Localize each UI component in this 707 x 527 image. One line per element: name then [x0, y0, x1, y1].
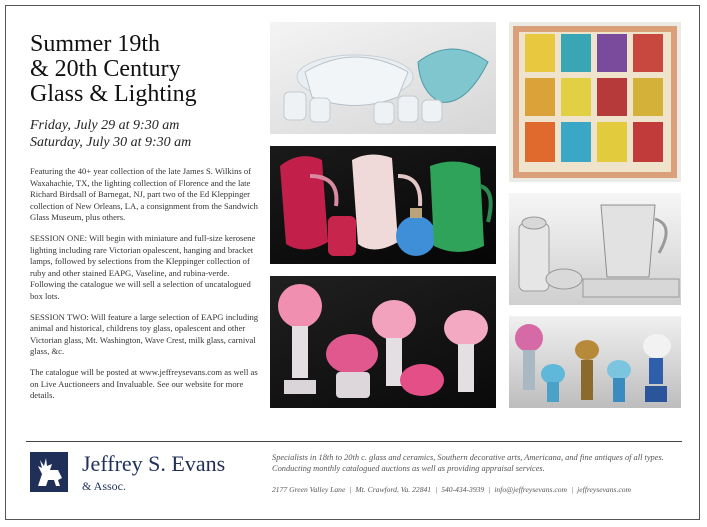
- date-friday: Friday, July 29 at 9:30 am: [30, 118, 180, 133]
- contact-email[interactable]: info@jeffreysevans.com: [494, 485, 568, 494]
- title-line-2: & 20th Century: [30, 56, 181, 82]
- auction-dates: [30, 117, 260, 151]
- separator: |: [571, 485, 574, 494]
- separator: |: [488, 485, 491, 494]
- colored-tumblers-box-photo: [509, 22, 681, 182]
- contact-line: [272, 485, 692, 494]
- footer-divider: [26, 441, 682, 442]
- contact-website[interactable]: jeffreysevans.com: [577, 485, 632, 494]
- separator: |: [349, 485, 352, 494]
- clear-pressed-glass-photo: [509, 193, 681, 305]
- company-tagline: Specialists in 18th to 20th c. glass and ceramics, Southern decorative arts, Americana, and fine antiques of all types. Conducting monthly catalogued auctions as well as providing appraisal services.: [272, 453, 664, 473]
- deer-logo-icon: [30, 452, 68, 492]
- contact-phone[interactable]: 540-434-3939: [441, 485, 485, 494]
- company-name: Jeffrey S. Evans: [82, 451, 226, 476]
- separator: |: [435, 485, 438, 494]
- opalescent-glass-photo: [270, 22, 496, 134]
- miniature-lamps-photo: [509, 316, 681, 408]
- title-line-1: Summer 19th: [30, 31, 160, 57]
- contact-address: 2177 Green Valley Lane: [272, 485, 346, 494]
- company-suffix: & Assoc.: [82, 479, 127, 493]
- title-line-3: Glass & Lighting: [30, 81, 197, 107]
- session-one-paragraph: SESSION ONE: Will begin with miniature and full-size kerosene lighting including rare Victorian opalescent, hanging and bracket lamps, followed by selections from the Kleppinger collection of ruby and other stained EAPG, Vaseline, and rubina-verde. Following the catalogue we will sell a selection of uncatalogued box lots.: [30, 232, 256, 301]
- page-title: [30, 32, 260, 107]
- catalogue-paragraph: The catalogue will be posted at www.jeffreysevans.com as well as on Live Auctioneers and Invaluable. See our website for more details.: [30, 366, 258, 401]
- session-two-paragraph: SESSION TWO: Will feature a large selection of EAPG including animal and historical, childrens toy glass, opalescent and other Victorian glass, Mt. Washington, Wave Crest, milk glass, carnival glass, &c.: [30, 311, 259, 357]
- description: [30, 166, 265, 411]
- cranberry-pitchers-photo: [270, 146, 496, 264]
- opalescent-lamps-photo: [270, 276, 496, 408]
- contact-city: Mt. Crawford, Va. 22841: [355, 485, 432, 494]
- intro-paragraph: Featuring the 40+ year collection of the late James S. Wilkins of Waxahachie, TX, the lighting collection of Florence and the late Richard Birdsall of Barnegat, NJ, part two of the Ed Kleppinger collection of New Orleans, LA, a consignment from the Sandwich Glass Museum, plus others.: [30, 166, 258, 223]
- date-saturday: Saturday, July 30 at 9:30 am: [30, 135, 192, 150]
